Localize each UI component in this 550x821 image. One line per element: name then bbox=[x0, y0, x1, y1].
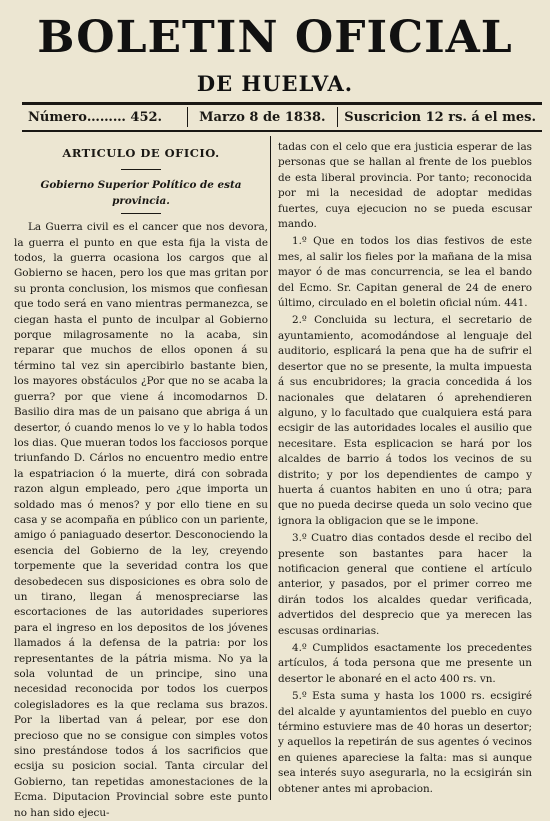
issue-date: Marzo 8 de 1838. bbox=[199, 109, 326, 125]
column-divider bbox=[270, 136, 271, 800]
right-paragraph: 4.º Cumplidos esactamente los precedentes artículos, á toda persona que me presente un desertor le abonaré en el acto 400 rs. vn. bbox=[278, 642, 532, 685]
masthead-subtitle: DE HUELVA. bbox=[196, 71, 354, 96]
header-rule-top bbox=[22, 102, 542, 105]
source-rule bbox=[121, 213, 161, 214]
right-paragraph: 5.º Esta suma y hasta los 1000 rs. ecsigiré del alcalde y ayuntamientos del pueblo en cuyo término estuviere mas de 40 horas un desertor; y aquellos la repetirán de sus agentes ó vecinos en quienes apareciese la falta: mas si aunque sea interés suyo asegurarla, no la ecsigirán sin obtener antes mi aprobacion. bbox=[278, 690, 532, 795]
header-rule-bottom bbox=[22, 130, 542, 132]
right-paragraph: tadas con el celo que era justicia esperar de las personas que se hallan al frente de los pueblos de esta liberal provincia. Por tanto; reconocida por mi la necesidad de adoptar medidas fuertes, cuya ejecucion no se pueda escusar mando. bbox=[278, 141, 532, 231]
left-paragraph: La Guerra civil es el cancer que nos devora, la guerra el punto en que esta fija la vista de todos, la guerra ocasiona los cargos que al Gobierno se hacen, pero los que mas gritan por su pronta conclusion, los mismos que confiesan que todo será en vano mientras permanezca, se ciegan hasta el punto de inculpar al Gobierno porque milagrosamente no la acaba, sin reparar que muchos de ellos oponen á su término tal vez sin apercibirlo bastante bien, los mayores obstáculos ¿Por que no se acaba la guerra? por que viene á incomodarnos D. Basilio dira mas de un paisano que abriga á un desertor, ó cuando menos lo ve y lo habla todos los dias. Que mueran todos los facciosos porque triunfando D. Cárlos no encuentro medio entre la espatriacion ó la muerte, dirá con sobrada razon algun empleado, pero ¿que importa un soldado mas ó menos? y por ello tiene en su casa y se acompaña en público con un pariente, amigo ó paniaguado desertor. Desconociendo la esencia del Gobierno de la ley, creyendo torpemente que la severidad contra los que desobedecen sus disposiciones es obra solo de un tirano, llegan á menospreciarse las escortaciones de las autoridades superiores para el ingreso en los depositos de los jóvenes llamados á la defensa de la patria: por los representantes de la pátria misma. No ya la sola voluntad de un principe, sino una necesidad reconocida por todos los cuerpos colegisladores es la que reclama sus brazos. Por la libertad van á pelear, por ese don precioso que no se consigue con simples votos sino prestándose todos á los sacrificios que ecsija su posicion social. Tanta circular del Gobierno, tan repetidas amonestaciones de la Ecma. Diputacion Provincial sobre este punto no han sido ejecu- bbox=[14, 221, 268, 819]
issue-number: Número……… 452. bbox=[28, 109, 163, 125]
right-column bbox=[278, 140, 532, 800]
right-paragraph: 1.º Que en todos los dias festivos de este mes, al salir los fieles por la mañana de la misa mayor ó de mas concurrencia, se lea el bando del Ecmo. Sr. Capitan general de 24 de enero último, circulado en el boletin oficial núm. 441. bbox=[278, 235, 532, 310]
left-column bbox=[14, 140, 268, 819]
masthead-title: BOLETIN OFICIAL bbox=[37, 12, 513, 63]
article-source: Gobierno Superior Político de esta provincia. bbox=[40, 179, 242, 207]
info-bar bbox=[22, 106, 542, 128]
subscription-price: Suscricion 12 rs. á el mes. bbox=[344, 109, 536, 125]
heading-rule bbox=[121, 169, 161, 170]
article-heading: ARTICULO DE OFICIO. bbox=[62, 146, 220, 160]
right-paragraph: 2.º Concluida su lectura, el secretario de ayuntamiento, acomodándose al lenguaje del auditorio, esplicará la pena que ha de sufrir el desertor que no se presente, la multa impuesta á sus encubridores; la gracia concedida á los nacionales que delataren ó aprehendieren alguno, y lo facultado que cualquiera está para ecsigir de las autoridades locales el ausilio que necesitare. Esta esplicacion se hará por los alcaldes de barrio á todos los vecinos de su distrito; y por los dependientes de campo y huerta á cuantos habiten en uno ú otra; para que no pueda decirse queda un solo vecino que ignora la obligacion que se le impone. bbox=[278, 314, 532, 527]
right-paragraph: 3.º Cuatro dias contados desde el recibo del presente son bastantes para hacer la notificacion general que contiene el artículo anterior, y pasados, por el primer correo me dirán todos los alcaldes quedar verificada, advertidos del desprecio que ya merecen las escusas ordinarias. bbox=[278, 532, 532, 637]
